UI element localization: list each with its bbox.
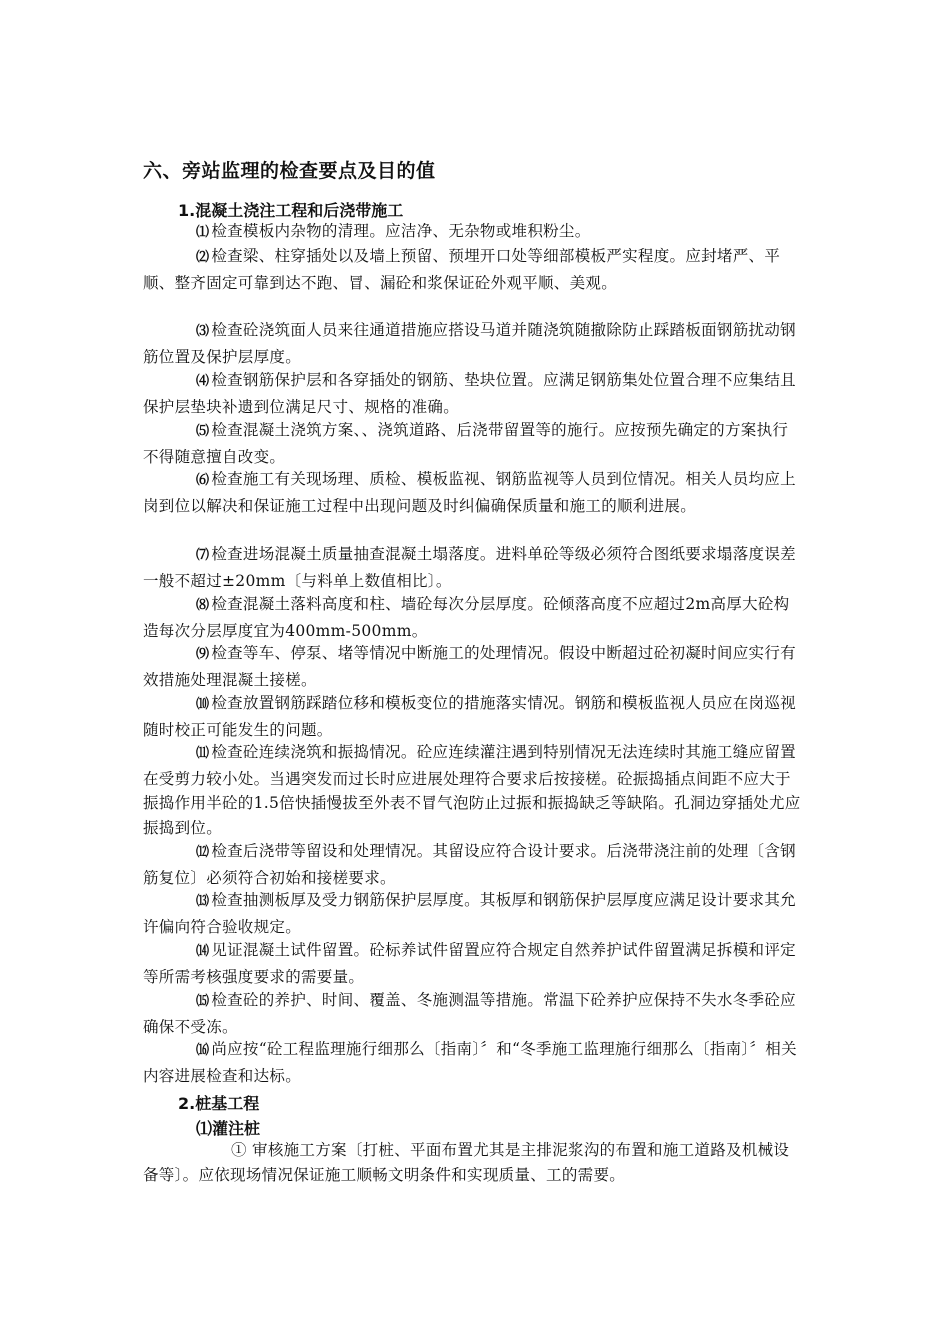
section-heading: 六、旁站监理的检查要点及目的值: [143, 160, 436, 182]
list-item: ⑻ 检查混凝土落料高度和柱、墙砼每次分层厚度。砼倾落高度不应超过2m高厚大砼构造每次分层厚度宜为400mm-500mm。: [143, 595, 790, 640]
section2-title: 2.桩基工程: [178, 1094, 260, 1113]
list-item: ⒀ 检查抽测板厚及受力钢筋保护层厚度。其板厚和钢筋保护层厚度应满足设计要求其允许偏向符合验收规定。: [143, 891, 796, 936]
list-item: ⑺ 检查进场混凝土质量抽查混凝土塌落度。进料单砼等级必须符合图纸要求塌落度误差一般不超过±20mm〔与料单上数值相比〕。: [143, 545, 796, 590]
list-item: ⒂ 检查砼的养护、时间、覆盖、冬施测温等措施。常温下砼养护应保持不失水冬季砼应确保不受冻。: [143, 991, 796, 1036]
sub-item: ① 审核施工方案〔打桩、平面布置尤其是主排泥浆沟的布置和施工道路及机械设备等〕。应依现场情况保证施工顺畅文明条件和实现质量、工的需要。: [143, 1141, 790, 1184]
list-item: ⑸ 检查混凝土浇筑方案、、浇筑道路、后浇带留置等的施行。应按预先确定的方案执行不得随意擅自改变。: [143, 421, 789, 466]
list-item: ⑿ 检查后浇带等留设和处理情况。其留设应符合设计要求。后浇带浇注前的处理〔含钢筋复位〕必须符合初始和接槎要求。: [143, 842, 796, 887]
list-item: ⑾ 检查砼连续浇筑和振捣情况。砼应连续灌注遇到特别情况无法连续时其施工缝应留置在受剪力较小处。当遇突发而过长时应进展处理符合要求后按接槎。砼振捣插点间距不应大于振捣作用半砼的1.5倍快插慢拔至外表不冒气泡防止过振和振捣缺乏等缺陷。孔洞边穿插处尤应振捣到位。: [143, 743, 801, 837]
list-item: ⑹ 检查施工有关现场理、质检、模板监视、钢筋监视等人员到位情况。相关人员均应上岗到位以解决和保证施工过程中出现问题及时纠偏确保质量和施工的顺利进展。: [143, 470, 796, 515]
list-item: ⑵ 检查梁、柱穿插处以及墙上预留、预埋开口处等细部模板严实程度。应封堵严、平顺、整齐固定可靠到达不跑、冒、漏砼和浆保证砼外观平顺、美观。: [143, 247, 781, 292]
list-item: ⑶ 检查砼浇筑面人员来往通道措施应搭设马道并随浇筑随撤除防止踩踏板面钢筋扰动钢筋位置及保护层厚度。: [143, 321, 796, 366]
list-item: ⑷ 检查钢筋保护层和各穿插处的钢筋、垫块位置。应满足钢筋集处位置合理不应集结且保护层垫块补遗到位满足尺寸、规格的准确。: [143, 371, 796, 416]
list-item: ⑴ 检查模板内杂物的清理。应洁净、无杂物或堆积粉尘。: [196, 222, 591, 240]
list-item: ⒃ 尚应按“砼工程监理施行细那么〔指南〕〞和“冬季施工监理施行细那么〔指南〕〞相关内容进展检查和达标。: [143, 1040, 797, 1085]
list-item: ⑼ 检查等车、停泵、堵等情况中断施工的处理情况。假设中断超过砼初凝时间应实行有效措施处理混凝土接槎。: [143, 644, 796, 689]
list-item: ⑽ 检查放置钢筋踩踏位移和模板变位的措施落实情况。钢筋和模板监视人员应在岗巡视随时校正可能发生的问题。: [143, 694, 796, 739]
subsection-title: ⑴灌注桩: [196, 1119, 261, 1138]
list-item: ⒁ 见证混凝土试件留置。砼标养试件留置应符合规定自然养护试件留置满足拆模和评定等所需考核强度要求的需要量。: [143, 941, 796, 986]
section1-title: 1.混凝土浇注工程和后浇带施工: [178, 201, 404, 220]
